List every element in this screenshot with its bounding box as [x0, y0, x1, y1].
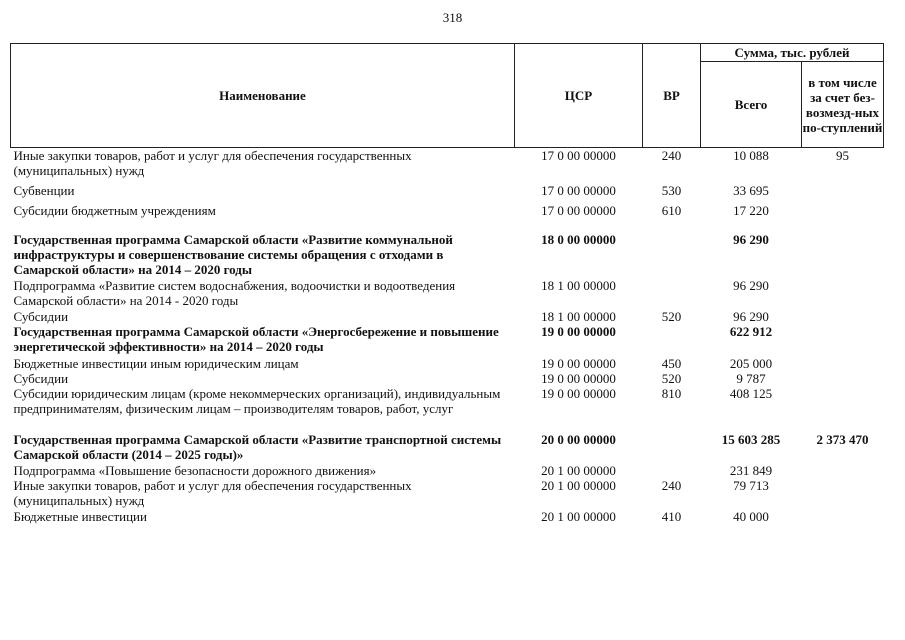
header-own: в том числе за счет без-возмезд-ных по-ступлений — [802, 62, 884, 148]
table-row — [11, 478, 884, 509]
row-csr: 20 1 00 00000 — [541, 463, 616, 478]
row-vr — [643, 232, 701, 278]
row-name: Иные закупки товаров, работ и услуг для обеспечения государственных (муниципальных) нужд — [13, 478, 412, 508]
row-vr: 520 — [661, 371, 682, 386]
row-csr: 19 0 00 00000 — [541, 371, 616, 386]
row-csr: 19 0 00 00000 — [541, 386, 616, 401]
row-csr: 17 0 00 00000 — [541, 203, 616, 218]
row-vr: 610 — [661, 203, 682, 218]
row-own — [802, 386, 884, 432]
table-row — [11, 355, 884, 371]
row-total: 17 220 — [733, 203, 769, 218]
row-vr — [643, 432, 701, 463]
row-own: 2 373 470 — [816, 432, 869, 447]
row-name: Государственная программа Самарской области «Развитие коммунальной инфраструктуры и совершенствование системы обращения с отходами в Самарской области» на 2014 – 2020 годы — [13, 232, 453, 277]
row-name: Государственная программа Самарской области «Развитие транспортной системы Самарской области (2014 – 2025 годы)» — [13, 432, 502, 462]
row-own — [802, 478, 884, 509]
row-csr: 20 1 00 00000 — [541, 509, 616, 524]
row-csr: 18 1 00 00000 — [541, 278, 616, 293]
table-row — [11, 386, 884, 432]
row-total: 408 125 — [729, 386, 773, 401]
row-total: 622 912 — [729, 324, 773, 339]
row-own — [802, 179, 884, 199]
row-total: 79 713 — [733, 478, 769, 493]
row-csr: 17 0 00 00000 — [541, 148, 616, 163]
header-name: Наименование — [11, 44, 515, 148]
row-total: 205 000 — [729, 356, 773, 371]
row-total: 9 787 — [736, 371, 766, 386]
table-row — [11, 371, 884, 386]
table-row — [11, 278, 884, 309]
row-vr: 520 — [661, 309, 682, 324]
table-row — [11, 463, 884, 478]
row-csr: 19 0 00 00000 — [541, 324, 616, 339]
row-name: Субсидии юридическим лицам (кроме некоммерческих организаций), индивидуальным предпринимателям, физическим лицам – производителям товаров, работ, услуг — [13, 386, 501, 416]
row-own: 95 — [836, 148, 849, 163]
row-csr: 19 0 00 00000 — [541, 356, 616, 371]
row-csr: 18 1 00 00000 — [541, 309, 616, 324]
table-body — [11, 148, 884, 525]
table-row — [11, 199, 884, 232]
row-vr: 450 — [661, 356, 682, 371]
row-own — [802, 324, 884, 355]
row-vr: 240 — [661, 148, 682, 163]
row-own — [802, 199, 884, 232]
row-own — [802, 371, 884, 386]
row-own — [802, 309, 884, 324]
row-total: 231 849 — [729, 463, 773, 478]
row-name: Субсидии — [13, 371, 69, 386]
table-header — [11, 44, 884, 148]
row-own — [802, 463, 884, 478]
table-row — [11, 232, 884, 278]
row-total: 33 695 — [733, 183, 769, 198]
budget-table — [10, 43, 884, 524]
row-total: 96 290 — [733, 278, 769, 293]
table-row — [11, 432, 884, 463]
row-total: 40 000 — [733, 509, 769, 524]
page-number: 318 — [442, 10, 463, 25]
header-sum-group: Сумма, тыс. рублей — [701, 44, 884, 62]
row-total: 15 603 285 — [721, 432, 781, 447]
row-name: Бюджетные инвестиции — [13, 509, 147, 524]
row-vr — [643, 463, 701, 478]
row-own — [802, 232, 884, 278]
table-row — [11, 509, 884, 524]
row-name: Субсидии — [13, 309, 69, 324]
row-vr — [643, 324, 701, 355]
row-vr: 530 — [661, 183, 682, 198]
header-total: Всего — [701, 62, 802, 148]
row-csr: 17 0 00 00000 — [541, 183, 616, 198]
row-vr: 240 — [661, 478, 682, 493]
table-row — [11, 148, 884, 180]
row-total: 96 290 — [733, 309, 769, 324]
row-total: 10 088 — [733, 148, 769, 163]
table-row — [11, 309, 884, 324]
row-own — [802, 278, 884, 309]
row-total: 96 290 — [733, 232, 769, 247]
row-csr: 18 0 00 00000 — [541, 232, 616, 247]
row-csr: 20 1 00 00000 — [541, 478, 616, 493]
row-own — [802, 355, 884, 371]
row-name: Бюджетные инвестиции иным юридическим лицам — [13, 356, 299, 371]
table-row — [11, 179, 884, 199]
row-csr: 20 0 00 00000 — [541, 432, 616, 447]
table-row — [11, 324, 884, 355]
header-vr: ВР — [643, 44, 701, 148]
row-name: Иные закупки товаров, работ и услуг для обеспечения государственных (муниципальных) нужд — [13, 148, 412, 178]
row-own — [802, 509, 884, 524]
row-name: Подпрограмма «Повышение безопасности дорожного движения» — [13, 463, 377, 478]
row-name: Государственная программа Самарской области «Энергосбережение и повышение энергетической эффективности» на 2014 – 2020 годы — [13, 324, 499, 354]
row-name: Подпрограмма «Развитие систем водоснабжения, водоочистки и водоотведения Самарской области» на 2014 - 2020 годы — [13, 278, 456, 308]
header-csr: ЦСР — [515, 44, 643, 148]
row-vr: 410 — [661, 509, 682, 524]
row-vr: 810 — [661, 386, 682, 401]
row-name: Субвенции — [13, 183, 75, 198]
row-vr — [643, 278, 701, 309]
row-name: Субсидии бюджетным учреждениям — [13, 203, 216, 218]
